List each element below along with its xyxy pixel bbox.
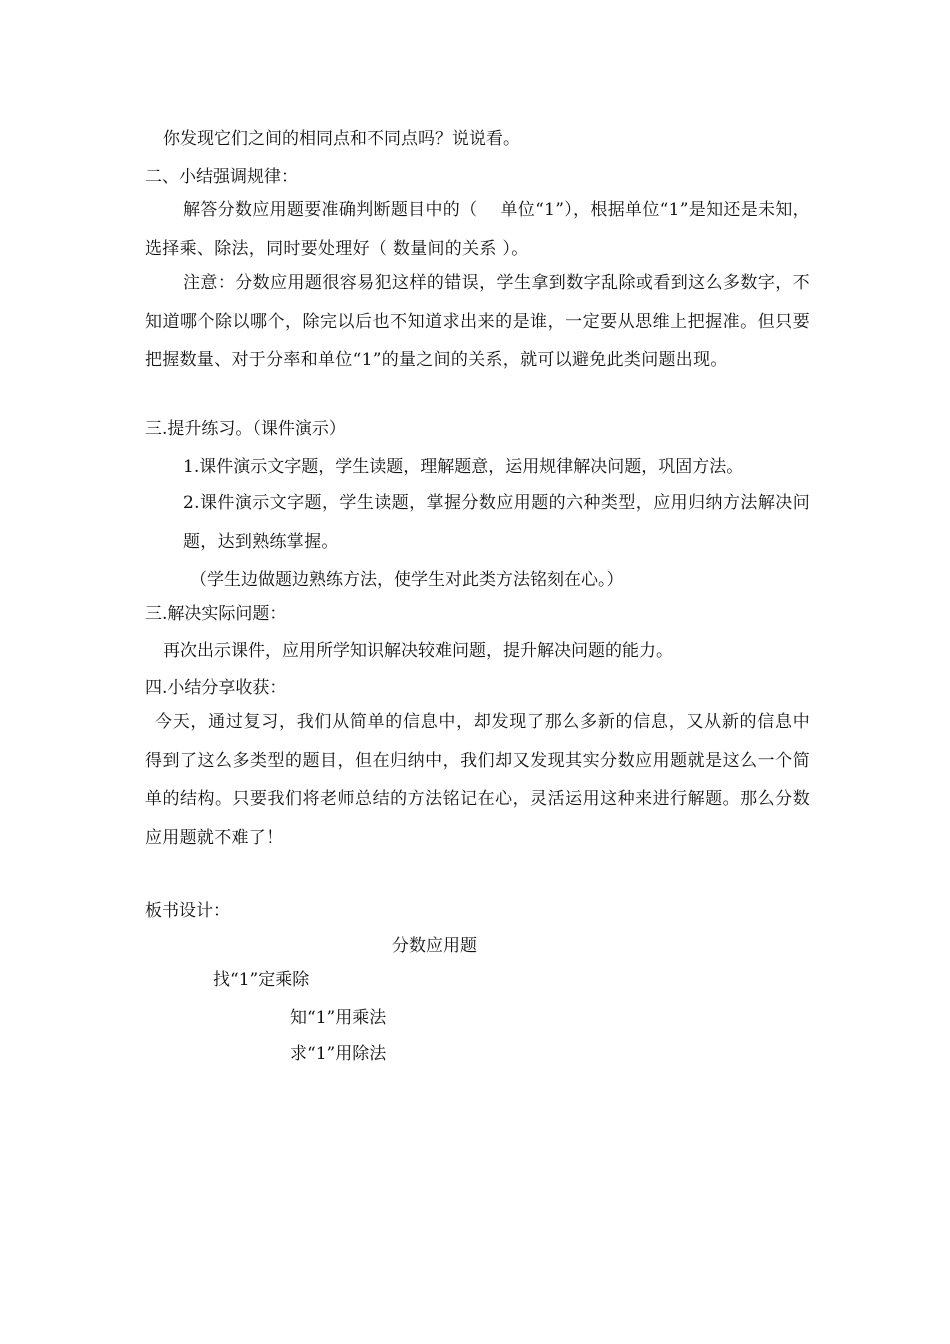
intro-question: 你发现它们之间的相同点和不同点吗？说说看。 [163, 129, 520, 149]
board-design-label: 板书设计： [145, 901, 230, 921]
practice-note: （学生边做题边熟练方法，使学生对此类方法铭刻在心。） [190, 570, 624, 590]
board-design-title: 分数应用题 [392, 936, 477, 956]
board-design-branch-2: 求“1”用除法 [290, 1044, 387, 1064]
section-3b-body: 再次出示课件，应用所学知识解决较难问题，提升解决问题的能力。 [163, 641, 673, 661]
board-design-main: 找“1”定乘除 [213, 970, 310, 990]
practice-item-1: 1.课件演示文字题，学生读题，理解题意，运用规律解决问题，巩固方法。 [183, 457, 744, 477]
section-4-body: 今天，通过复习，我们从简单的信息中，却发现了那么多新的信息，又从新的信息中得到了这么多类型的题目，但在归纳中，我们却又发现其实分数应用题就是这么一个简单的结构。只要我们将老师总结的方法铭记在心，灵活运用这种来进行解题。那么分数应用题就不难了！ [145, 712, 810, 848]
board-design-branch-1: 知“1”用乘法 [290, 1008, 387, 1028]
practice-item-2: 2.课件演示文字题，学生读题，掌握分数应用题的六种类型，应用归纳方法解决问题，达到熟练掌握。 [183, 493, 810, 552]
section-3-heading: 三.提升练习。（课件演示） [145, 419, 346, 439]
rule-paragraph: 解答分数应用题要准确判断题目中的（ 单位“1”），根据单位“1”是知还是未知，选择乘、除法，同时要处理好（ 数量间的关系 ）。 [145, 200, 810, 259]
section-2-heading: 二、小结强调规律： [145, 167, 298, 187]
section-3b-heading: 三.解决实际问题： [145, 604, 287, 624]
note-paragraph: 注意：分数应用题很容易犯这样的错误，学生拿到数字乱除或看到这么多数字，不知道哪个除以哪个，除完以后也不知道求出来的是谁，一定要从思维上把握准。但只要把握数量、对于分率和单位“1”的量之间的关系，就可以避免此类问题出现。 [145, 273, 810, 370]
section-4-heading: 四.小结分享收获： [145, 678, 287, 698]
